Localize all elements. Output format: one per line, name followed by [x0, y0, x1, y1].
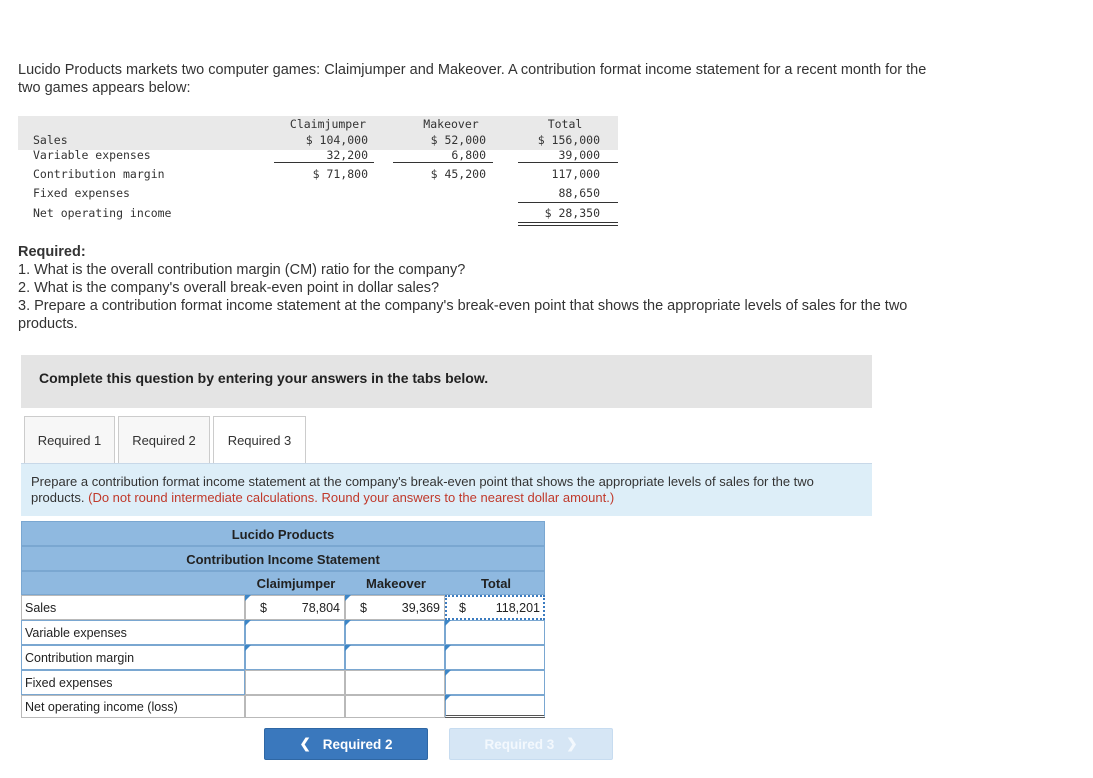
- required-heading: Required:: [18, 244, 86, 260]
- cm-total-input[interactable]: [445, 645, 545, 670]
- underline: [274, 162, 374, 163]
- given-value: $ 45,200: [430, 167, 486, 181]
- statement-title-row: [21, 546, 545, 571]
- double-underline: [518, 225, 618, 226]
- fixed-total-input[interactable]: [445, 670, 545, 695]
- given-value: $ 156,000: [537, 133, 600, 147]
- sales-makeover-cell[interactable]: [345, 595, 445, 620]
- cm-claimjumper-input[interactable]: [245, 645, 345, 670]
- sales-makeover-value[interactable]: 39,369: [401, 601, 440, 615]
- prompt-box: [21, 464, 872, 516]
- input-flag-icon: [345, 620, 351, 626]
- underline: [518, 162, 618, 163]
- prev-button-label: Required 2: [322, 736, 393, 752]
- company-name: Lucido Products: [231, 527, 335, 542]
- row-label-fixed: Fixed expenses: [25, 676, 113, 690]
- answer-table: [21, 521, 545, 718]
- col-makeover: Makeover: [366, 576, 426, 591]
- required-item-2: 2. What is the company's overall break-even point in dollar sales?: [18, 280, 440, 296]
- input-flag-icon: [345, 645, 351, 651]
- required-item-1: 1. What is the overall contribution margin (CM) ratio for the company?: [18, 262, 466, 278]
- instruction-banner: [21, 355, 872, 408]
- given-income-statement: [18, 116, 618, 228]
- row-label-fixed-cell[interactable]: [21, 670, 245, 695]
- prompt-note: (Do not round intermediate calculations. Round your answers to the nearest dollar amount.): [88, 490, 615, 505]
- given-value: 88,650: [558, 186, 600, 200]
- currency-symbol: $: [360, 601, 367, 615]
- given-value: 32,200: [326, 148, 368, 162]
- variable-claimjumper-input[interactable]: [245, 620, 345, 645]
- underline: [393, 162, 493, 163]
- given-row-noi: [18, 205, 618, 223]
- required-item-3: 3. Prepare a contribution format income statement at the company's break-even point that shows the appropriate levels of sales for the two products.: [18, 298, 908, 332]
- given-col-total: Total: [547, 117, 583, 131]
- input-flag-icon: [245, 620, 251, 626]
- sales-total-cell[interactable]: [445, 595, 545, 620]
- given-label: Fixed expenses: [33, 186, 130, 200]
- given-value: 117,000: [551, 167, 600, 181]
- given-value: $ 104,000: [305, 133, 368, 147]
- intro-text: Lucido Products markets two computer games: Claimjumper and Makeover. A contribution format income statement for a recent month for the two games appears below:: [18, 62, 927, 96]
- given-value: $ 52,000: [430, 133, 486, 147]
- given-value: $ 71,800: [312, 167, 368, 181]
- tab-required-2[interactable]: Required 2: [118, 416, 210, 463]
- instruction-text: Complete this question by entering your answers in the tabs below.: [39, 370, 489, 386]
- variable-makeover-input[interactable]: [345, 620, 445, 645]
- given-label: Variable expenses: [33, 148, 151, 162]
- row-label-sales-cell: [21, 595, 245, 620]
- given-row-fixed: [18, 185, 618, 203]
- next-required-button[interactable]: [449, 728, 613, 760]
- input-flag-icon: [445, 695, 451, 701]
- row-label-cm-cell[interactable]: [21, 645, 245, 670]
- sales-claimjumper-value[interactable]: 78,804: [301, 601, 340, 615]
- cm-makeover-input[interactable]: [345, 645, 445, 670]
- input-flag-icon: [445, 620, 451, 626]
- given-value: 6,800: [451, 148, 486, 162]
- chevron-left-icon: ❮: [299, 736, 311, 751]
- currency-symbol: $: [260, 601, 267, 615]
- given-value: 39,000: [558, 148, 600, 162]
- tab-required-1[interactable]: Required 1: [24, 416, 115, 463]
- row-label-noi: Net operating income (loss): [25, 700, 178, 714]
- given-col-claimjumper: Claimjumper: [289, 117, 367, 131]
- statement-title: Contribution Income Statement: [186, 552, 380, 567]
- given-col-makeover: Makeover: [423, 117, 479, 131]
- prompt-instruction: Prepare a contribution format income statement at the company's break-even point that shows the appropriate levels of sales for the two products.: [31, 474, 814, 505]
- row-label-variable: Variable expenses: [25, 626, 127, 640]
- sales-total-value[interactable]: 118,201: [495, 601, 540, 615]
- column-header-row: [21, 571, 545, 595]
- row-label-cm: Contribution margin: [25, 651, 135, 665]
- row-label-noi-cell: [21, 695, 245, 718]
- input-flag-icon: [445, 645, 451, 651]
- noi-total-input[interactable]: [445, 695, 545, 718]
- row-label-sales: Sales: [25, 601, 57, 615]
- noi-claimjumper-cell: [245, 695, 345, 718]
- double-underline: [518, 222, 618, 223]
- input-flag-icon: [245, 595, 251, 601]
- given-value: $ 28,350: [544, 206, 600, 220]
- underline: [518, 202, 618, 203]
- given-row-cm: [18, 166, 618, 184]
- prompt-text: [31, 474, 866, 506]
- row-label-variable-cell[interactable]: [21, 620, 245, 645]
- input-flag-icon: [345, 595, 351, 601]
- col-claimjumper: Claimjumper: [256, 576, 336, 591]
- required-section: [18, 243, 948, 333]
- prev-required-button[interactable]: [264, 728, 428, 760]
- chevron-right-icon: ❯: [566, 736, 578, 751]
- input-flag-icon: [245, 645, 251, 651]
- tab-required-3[interactable]: Required 3: [213, 416, 306, 463]
- given-label: Net operating income: [33, 206, 172, 220]
- fixed-makeover-cell: [345, 670, 445, 695]
- noi-makeover-cell: [345, 695, 445, 718]
- currency-symbol: $: [459, 601, 466, 615]
- sales-claimjumper-cell[interactable]: [245, 595, 345, 620]
- col-total: Total: [480, 576, 512, 591]
- given-label: Contribution margin: [33, 167, 165, 181]
- variable-total-input[interactable]: [445, 620, 545, 645]
- next-button-label: Required 3: [484, 736, 555, 752]
- given-label: Sales: [33, 133, 68, 147]
- input-flag-icon: [445, 670, 451, 676]
- fixed-claimjumper-cell: [245, 670, 345, 695]
- company-header-row: [21, 521, 545, 546]
